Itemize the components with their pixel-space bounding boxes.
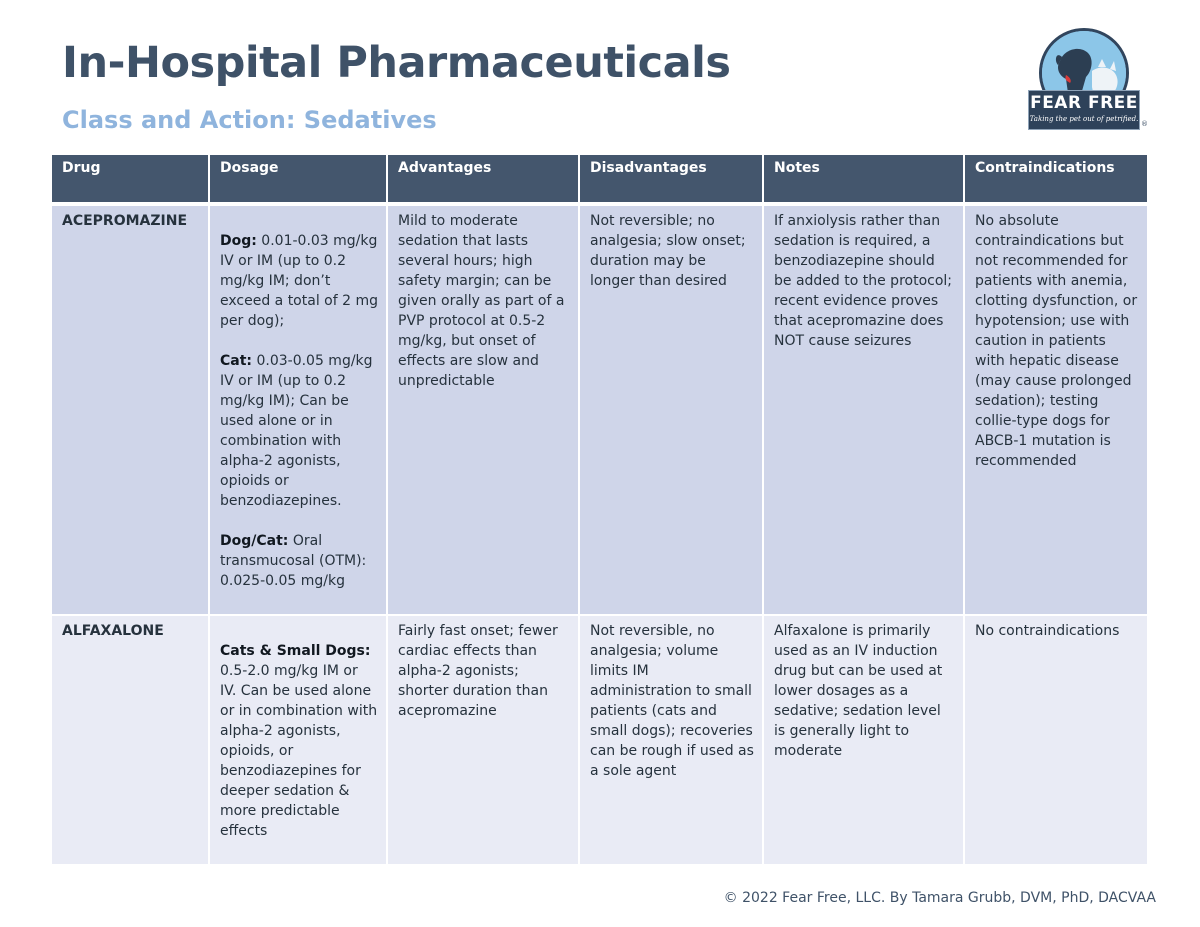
column-header-disadvantages: Disadvantages <box>579 155 763 202</box>
table-header-row <box>52 155 1147 202</box>
contraindications-cell: No contraindications <box>964 615 1147 864</box>
column-header-contraindications: Contraindications <box>964 155 1147 202</box>
table-row <box>52 206 1147 615</box>
dosage-text: 0.5-2.0 mg/kg IM or IV. Can be used alone or in combination with alpha-2 agonists, opioids, or benzodiazepines for deeper sedation & more predictable effects <box>220 663 378 839</box>
dosage-species-label: Dog: <box>220 233 257 249</box>
dosage-species-label: Cat: <box>220 353 253 369</box>
dosage-line <box>220 351 378 511</box>
sedatives-table <box>52 155 1147 864</box>
disadvantages-cell: Not reversible, no analgesia; volume limits IM administration to small patients (cats and small dogs); recoveries can be rough if used as a sole agent <box>579 615 763 864</box>
dosage-cell <box>209 615 387 864</box>
dosage-species-label: Cats & Small Dogs: <box>220 643 371 659</box>
notes-cell: Alfaxalone is primarily used as an IV induction drug but can be used at lower dosages as a sedative; sedation level is generally light to moderate <box>763 615 964 864</box>
column-header-drug: Drug <box>52 155 209 202</box>
logo-name: FEAR FREE <box>1030 93 1138 113</box>
logo-banner <box>1028 90 1140 130</box>
dosage-text: 0.01-0.03 mg/kg IV or IM (up to 0.2 mg/kg IM; don’t exceed a total of 2 mg per dog); <box>220 233 378 329</box>
column-header-advantages: Advantages <box>387 155 579 202</box>
registered-mark: ® <box>1141 120 1148 128</box>
contraindications-cell: No absolute contraindications but not recommended for patients with anemia, clotting dysfunction, or hypotension; use with caution in patients with hepatic disease (may cause prolonged sedation); testing collie-type dogs for ABCB-1 mutation is recommended <box>964 206 1147 615</box>
dosage-line <box>220 231 378 331</box>
advantages-cell: Mild to moderate sedation that lasts several hours; high safety margin; can be given orally as part of a PVP protocol at 0.5-2 mg/kg, but onset of effects are slow and unpredictable <box>387 206 579 615</box>
dosage-text: 0.03-0.05 mg/kg IV or IM (up to 0.2 mg/kg IM); Can be used alone or in combination with alpha-2 agonists, opioids or benzodiazepines. <box>220 353 373 509</box>
logo-tagline: Taking the pet out of petrified. <box>1029 115 1139 123</box>
page-subtitle: Class and Action: Sedatives <box>62 106 437 134</box>
copyright-footer: © 2022 Fear Free, LLC. By Tamara Grubb, DVM, PhD, DACVAA <box>723 890 1156 906</box>
drug-name-cell: ACEPROMAZINE <box>52 206 209 615</box>
dosage-line <box>220 531 378 591</box>
fear-free-logo <box>1025 24 1149 134</box>
advantages-cell: Fairly fast onset; fewer cardiac effects than alpha-2 agonists; shorter duration than acepromazine <box>387 615 579 864</box>
notes-cell: If anxiolysis rather than sedation is required, a benzodiazepine should be added to the protocol; recent evidence proves that acepromazine does NOT cause seizures <box>763 206 964 615</box>
dosage-line <box>220 641 378 841</box>
drug-name-cell: ALFAXALONE <box>52 615 209 864</box>
page-title: In-Hospital Pharmaceuticals <box>62 38 731 88</box>
disadvantages-cell: Not reversible; no analgesia; slow onset; duration may be longer than desired <box>579 206 763 615</box>
column-header-notes: Notes <box>763 155 964 202</box>
dosage-species-label: Dog/Cat: <box>220 533 289 549</box>
column-header-dosage: Dosage <box>209 155 387 202</box>
dosage-text: Oral transmucosal (OTM): 0.025-0.05 mg/kg <box>220 533 367 589</box>
dosage-cell <box>209 206 387 615</box>
table-row <box>52 615 1147 864</box>
